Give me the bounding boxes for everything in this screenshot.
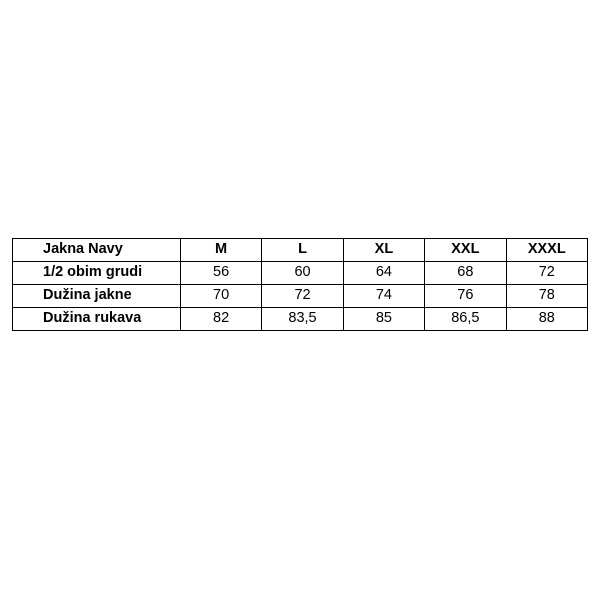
table-body — [13, 262, 588, 331]
table-header-row — [13, 239, 588, 262]
cell-chest-xl: 64 — [343, 262, 424, 285]
cell-chest-l: 60 — [262, 262, 343, 285]
size-table-container — [12, 238, 588, 331]
cell-sleeve-xxxl: 88 — [506, 308, 587, 331]
cell-sleeve-m: 82 — [180, 308, 261, 331]
column-header-l: L — [262, 239, 343, 262]
row-label-chest: 1/2 obim grudi — [13, 262, 181, 285]
size-table — [12, 238, 588, 331]
cell-jacket-xxxl: 78 — [506, 285, 587, 308]
row-label-sleeve-length: Dužina rukava — [13, 308, 181, 331]
cell-jacket-m: 70 — [180, 285, 261, 308]
table-row — [13, 285, 588, 308]
cell-sleeve-xxl: 86,5 — [425, 308, 506, 331]
column-header-xxxl: XXXL — [506, 239, 587, 262]
cell-chest-xxl: 68 — [425, 262, 506, 285]
table-row — [13, 262, 588, 285]
cell-jacket-xxl: 76 — [425, 285, 506, 308]
cell-chest-m: 56 — [180, 262, 261, 285]
column-header-m: M — [180, 239, 261, 262]
row-label-jacket-length: Dužina jakne — [13, 285, 181, 308]
column-header-xxl: XXL — [425, 239, 506, 262]
column-header-xl: XL — [343, 239, 424, 262]
table-corner-label: Jakna Navy — [13, 239, 181, 262]
cell-sleeve-l: 83,5 — [262, 308, 343, 331]
cell-jacket-l: 72 — [262, 285, 343, 308]
table-header — [13, 239, 588, 262]
cell-sleeve-xl: 85 — [343, 308, 424, 331]
cell-chest-xxxl: 72 — [506, 262, 587, 285]
table-row — [13, 308, 588, 331]
cell-jacket-xl: 74 — [343, 285, 424, 308]
